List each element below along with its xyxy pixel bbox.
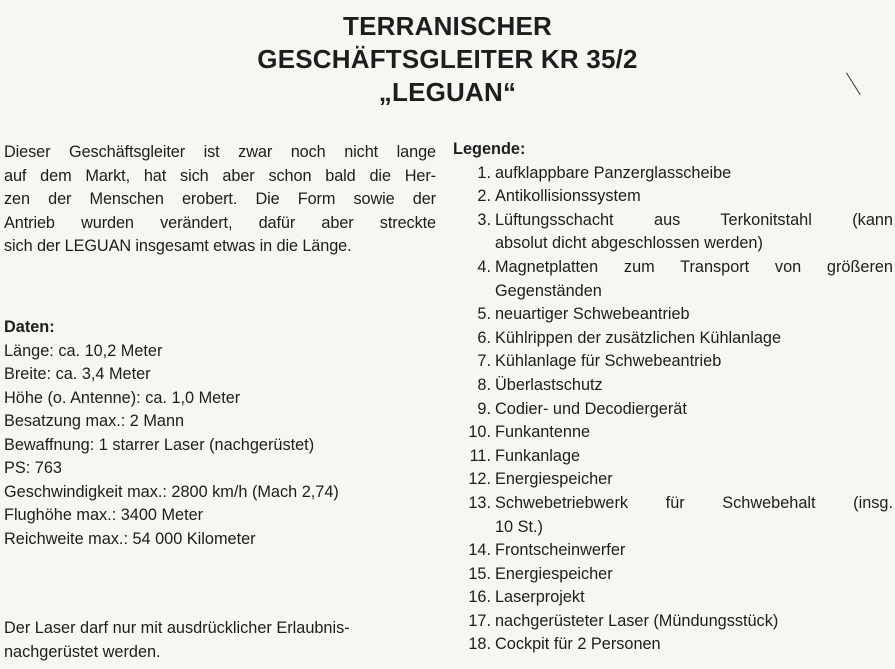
legend-item: [453, 303, 893, 327]
intro-line-5: sich der LEGUAN insgesamt etwas in die Länge.: [4, 237, 352, 255]
legend-item-text: [495, 398, 893, 422]
legend-item: [453, 421, 893, 445]
legend-item: [453, 610, 893, 634]
legend-item-text: [495, 209, 893, 256]
legend-item-line: Funkantenne: [495, 423, 591, 442]
legend-item-line: Codier- und Decodiergerät: [495, 399, 687, 418]
legend-item-line: Antikollisionssystem: [495, 187, 641, 206]
legend-item: [453, 398, 893, 422]
legend-item-line: 10 St.): [495, 517, 543, 536]
legend-item-text: [495, 468, 893, 492]
legend-item: [453, 539, 893, 563]
legend-item: [453, 563, 893, 587]
legend-item: [453, 586, 893, 610]
legend-item: [453, 327, 893, 351]
legend-item: [453, 185, 893, 209]
title-line-3: „LEGUAN“: [378, 77, 517, 107]
legend-item-text: [495, 610, 893, 634]
spec-altitude: Flughöhe max.: 3400 Meter: [4, 506, 204, 524]
legend-item-text: [495, 185, 893, 209]
legend-item-text: [495, 633, 893, 657]
legend-item-line: Schwebetriebwerk für Schwebehalt (insg.: [495, 493, 893, 512]
legend-item-number: 9.: [477, 399, 491, 418]
legend-item-text: [495, 563, 893, 587]
legend-item-line: Energiespeicher: [495, 564, 613, 583]
legend-item-line: Funkanlage: [495, 446, 581, 465]
specs-section: [4, 316, 444, 551]
legend-item-line: Kühlanlage für Schwebeantrieb: [495, 352, 722, 371]
legend-item-line: nachgerüsteter Laser (Mündungsstück): [495, 611, 779, 630]
legend-item-line: neuartiger Schwebeantrieb: [495, 305, 690, 324]
legend-item-line: Lüftungsschacht aus Terkonitstahl (kann: [495, 210, 893, 229]
legend-item-line: Cockpit für 2 Personen: [495, 635, 661, 654]
spec-height: Höhe (o. Antenne): ca. 1,0 Meter: [4, 388, 241, 407]
legend-item: [453, 492, 893, 539]
legend-item-text: [495, 374, 893, 398]
legend-item-text: [495, 445, 893, 469]
legend-item-text: [495, 492, 893, 539]
legend-item: [453, 256, 893, 303]
legend-item: [453, 633, 893, 657]
intro-line-1: Dieser Geschäftsgleiter ist zwar noch nicht lange: [4, 143, 436, 161]
legend-item-number: 17.: [468, 611, 491, 630]
intro-line-2: auf dem Markt, hat sich aber schon bald die Her-: [4, 166, 436, 185]
legend-item-text: [495, 539, 893, 563]
legend-item-text: [495, 586, 893, 610]
legend-item-line: Kühlrippen der zusätzlichen Kühlanlage: [495, 328, 782, 347]
legend-item: [453, 209, 893, 256]
note-line-1: Der Laser darf nur mit ausdrücklicher Erlaubnis-: [4, 619, 350, 637]
legend-item-number: 1.: [477, 163, 491, 182]
spec-crew: Besatzung max.: 2 Mann: [4, 412, 185, 430]
legend-item-number: 12.: [468, 470, 491, 489]
legend-item-number: 14.: [468, 541, 491, 560]
legend-item-number: 8.: [477, 375, 491, 394]
legend-item-line: Überlastschutz: [495, 375, 603, 394]
legend-item-number: 4.: [477, 257, 491, 276]
legend-item-number: 2.: [477, 187, 491, 206]
legend-item-number: 7.: [477, 352, 491, 371]
legend-item-line: Frontscheinwerfer: [495, 541, 626, 560]
spec-length: Länge: ca. 10,2 Meter: [4, 341, 163, 360]
specs-heading: Daten:: [4, 318, 55, 336]
legend-item-number: 5.: [477, 305, 491, 324]
legend-item: [453, 162, 893, 186]
legend-item-number: 18.: [468, 635, 491, 654]
legend-heading: Legende:: [453, 140, 526, 158]
legend-item-text: [495, 421, 893, 445]
legend-item-line: Magnetplatten zum Transport von größeren: [495, 257, 893, 276]
intro-line-4: Antrieb wurden verändert, dafür aber streckte: [4, 213, 436, 232]
legend-item-text: [495, 162, 893, 186]
legend-item-number: 16.: [468, 588, 491, 607]
legend-item-number: 6.: [477, 328, 491, 347]
legend-item-line: Laserprojekt: [495, 588, 585, 607]
legend-item-number: 13.: [468, 493, 491, 512]
title-line-2: GESCHÄFTSGLEITER KR 35/2: [257, 44, 638, 74]
intro-paragraph: [4, 141, 436, 259]
legend-item-number: 3.: [477, 210, 491, 229]
spec-range: Reichweite max.: 54 000 Kilometer: [4, 529, 256, 548]
note-line-2: nachgerüstet werden.: [4, 642, 161, 661]
legend-item: [453, 445, 893, 469]
legend-item-text: [495, 350, 893, 374]
legend-item-line: aufklappbare Panzerglasscheibe: [495, 163, 732, 182]
legend-item-text: [495, 303, 893, 327]
legend-list: [453, 162, 893, 657]
spec-speed: Geschwindigkeit max.: 2800 km/h (Mach 2,74): [4, 482, 339, 501]
legend-item-line: Energiespeicher: [495, 470, 613, 489]
legend-item-text: [495, 256, 893, 303]
legend-item: [453, 350, 893, 374]
document-title: [0, 10, 895, 109]
legend-item-line: Gegenständen: [495, 281, 602, 300]
title-line-1: TERRANISCHER: [343, 11, 552, 41]
legend-item-text: [495, 327, 893, 351]
legend-item-line: absolut dicht abgeschlossen werden): [495, 234, 763, 253]
laser-note: [4, 617, 444, 664]
spec-horsepower: PS: 763: [4, 459, 62, 477]
intro-line-3: zen der Menschen erobert. Die Form sowie der: [4, 190, 436, 208]
spec-armament: Bewaffnung: 1 starrer Laser (nachgerüstet): [4, 435, 315, 454]
legend-item: [453, 374, 893, 398]
legend-item: [453, 468, 893, 492]
legend-item-number: 10.: [468, 423, 491, 442]
spec-width: Breite: ca. 3,4 Meter: [4, 365, 151, 383]
legend-item-number: 11.: [469, 446, 491, 465]
legend-item-number: 15.: [468, 564, 491, 583]
legend-section: [453, 138, 893, 657]
